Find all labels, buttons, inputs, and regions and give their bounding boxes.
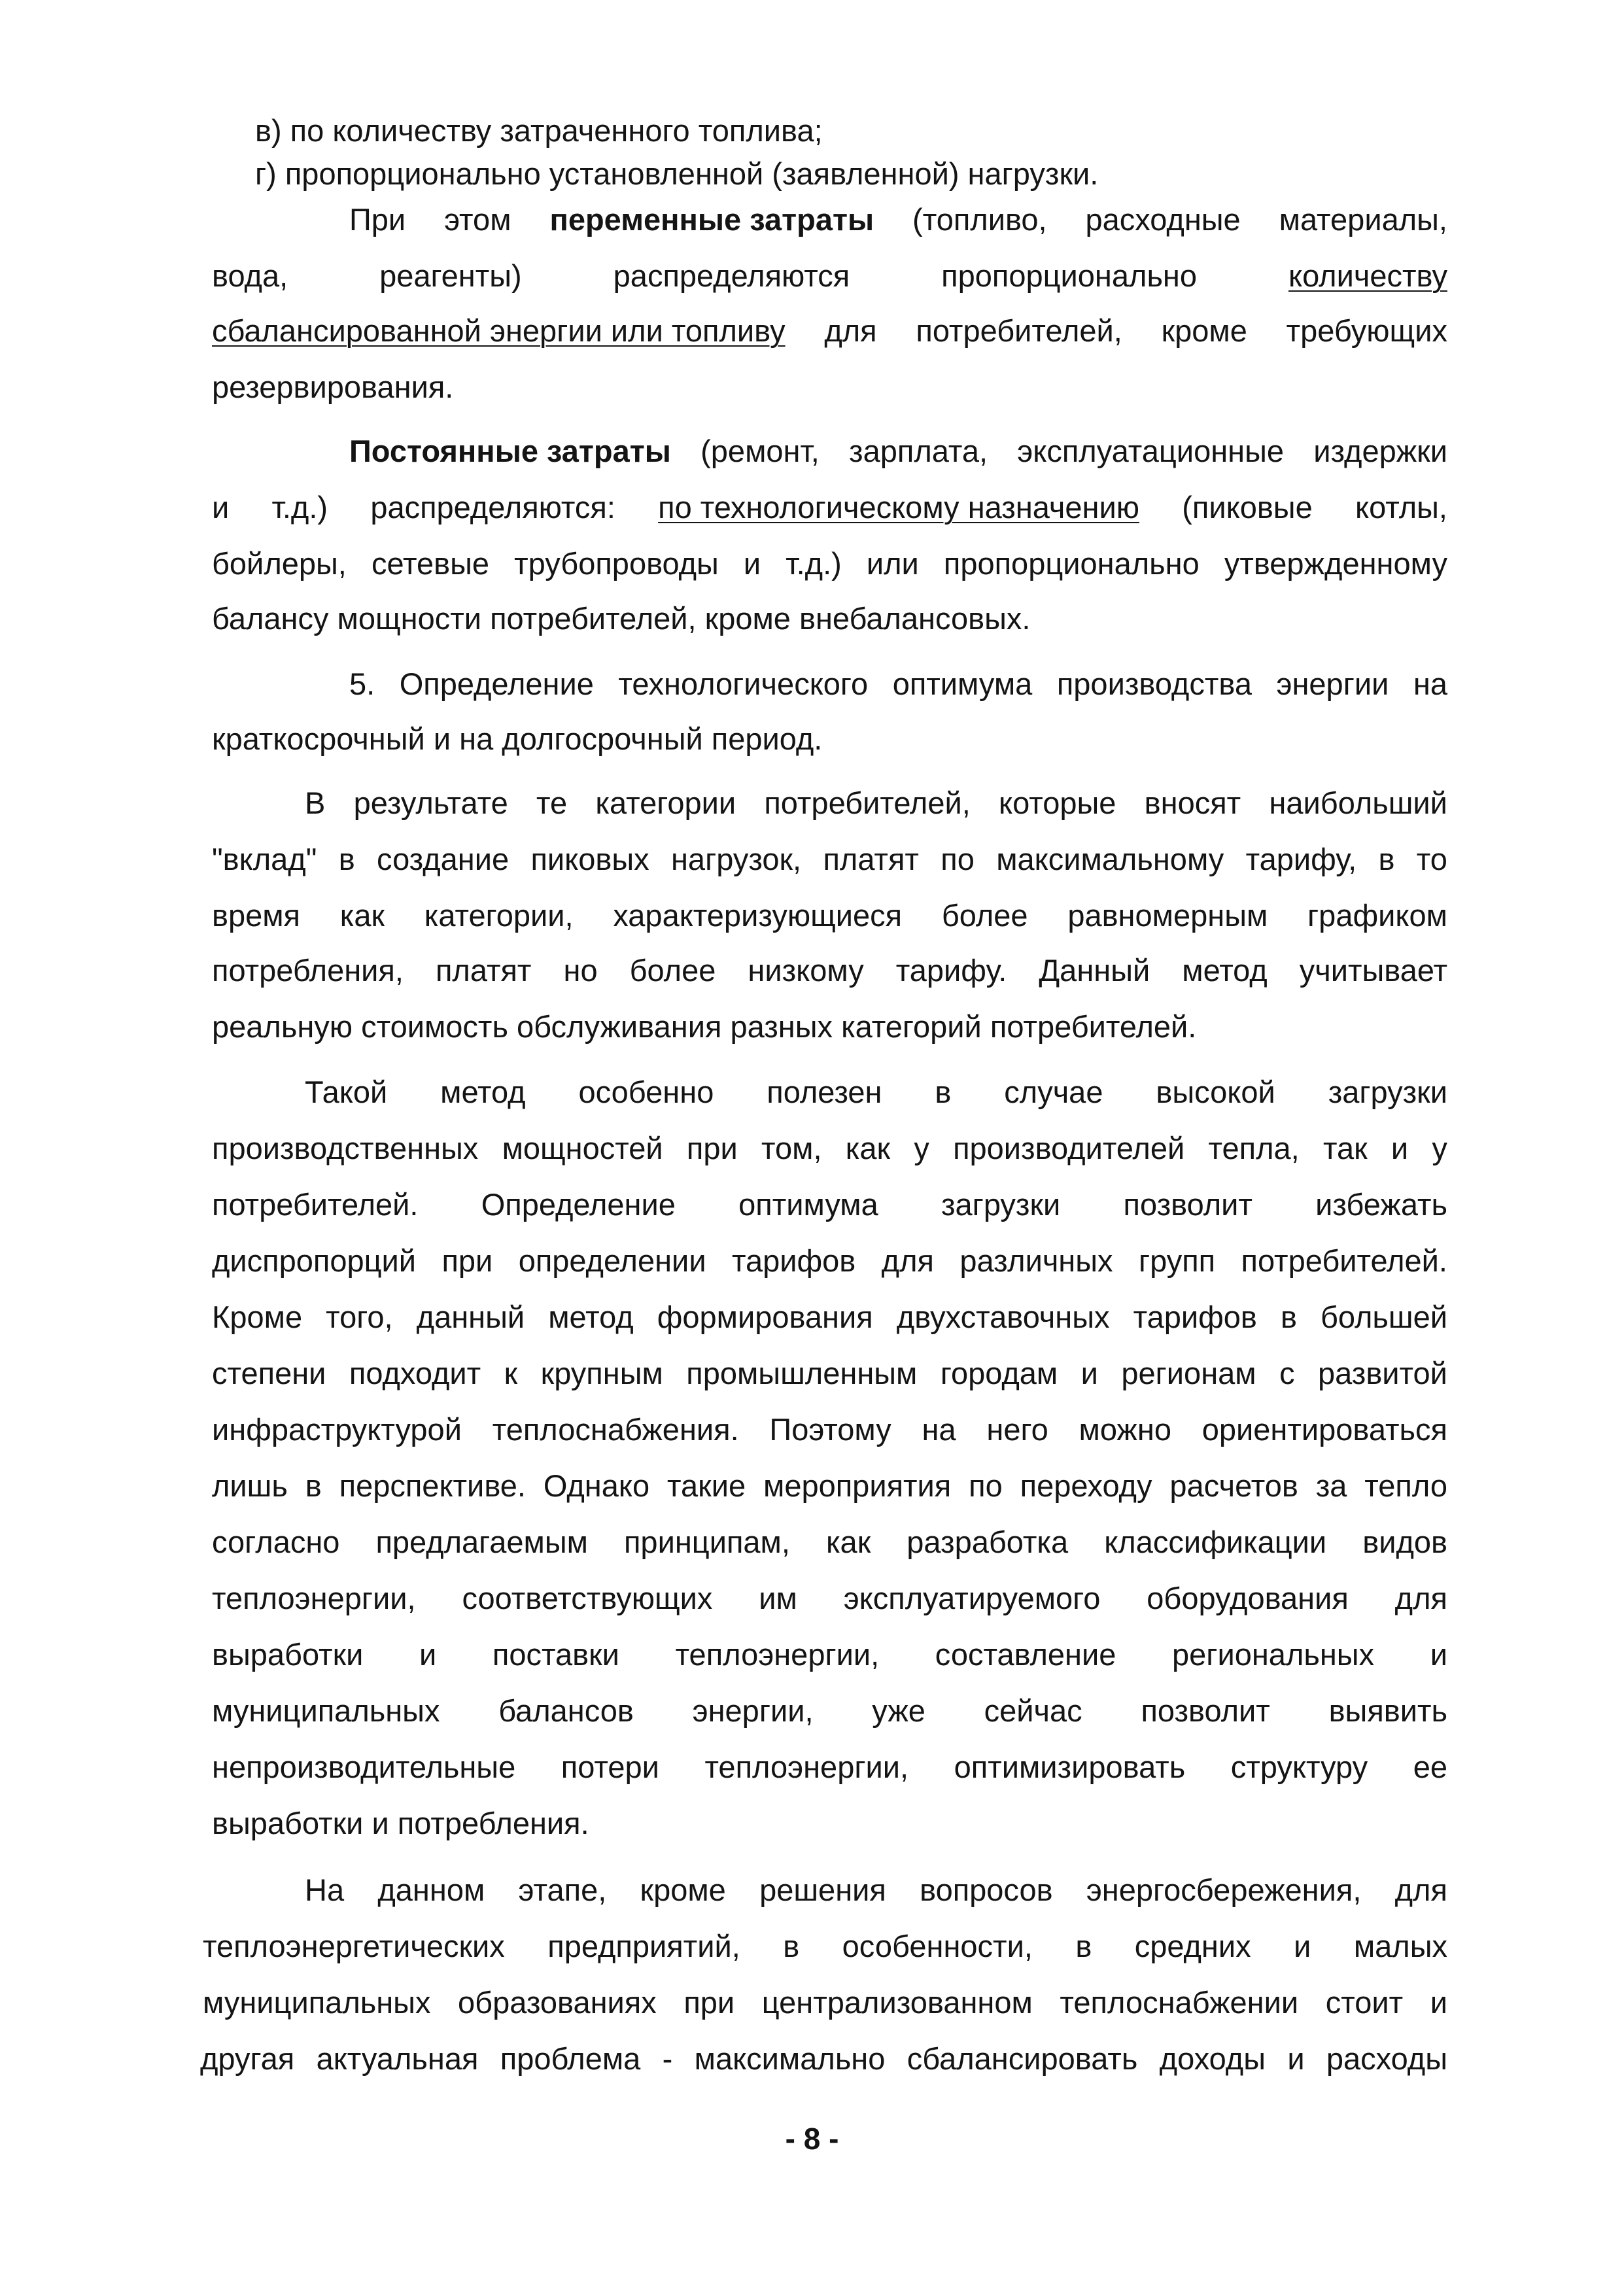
word: эксплуатируемого (843, 1581, 1101, 1615)
word: в (1378, 842, 1395, 876)
word: инфраструктурой (212, 1412, 462, 1447)
word: (топливо, (912, 202, 1047, 237)
word: потребителей. (1241, 1243, 1447, 1278)
word: (ремонт, (700, 434, 820, 468)
word: муниципальных (203, 1985, 431, 2020)
paragraph-4-line-4 (212, 951, 1447, 990)
word: структуру (1230, 1750, 1368, 1784)
word: то (1416, 842, 1447, 876)
paragraph-6-line-1 (305, 1871, 1447, 1910)
word: время (212, 898, 301, 933)
word: по (969, 1468, 1003, 1503)
word: пропорционально (941, 258, 1198, 293)
word: в (338, 842, 355, 876)
word: распределяются: (370, 490, 615, 525)
paragraph-3-line-1 (349, 664, 1447, 704)
word: предприятий, (547, 1929, 740, 1963)
word: балансов (498, 1693, 634, 1728)
word: тарифу, (1245, 842, 1357, 876)
word: издержки (1313, 434, 1447, 468)
word: требующих (1286, 313, 1447, 348)
word: уже (872, 1693, 925, 1728)
word: выработки (212, 1637, 364, 1672)
word: можно (1079, 1412, 1171, 1447)
word: у (914, 1131, 929, 1165)
bold-term-variable-costs: переменные затраты (549, 202, 874, 237)
word: энергии, (692, 1693, 814, 1728)
word: позволит (1141, 1693, 1270, 1728)
paragraph-5-line-8 (212, 1466, 1447, 1506)
word: степени (212, 1356, 326, 1390)
word: сейчас (984, 1693, 1082, 1728)
word: групп (1138, 1243, 1216, 1278)
word: образованиях (458, 1985, 657, 2020)
word: на (1413, 666, 1447, 701)
word: потребления, (212, 953, 404, 988)
word: Данный (1039, 953, 1150, 988)
word: При (349, 202, 406, 237)
word: характеризующиеся (613, 898, 903, 933)
word: в (783, 1929, 800, 1963)
word: низкому (748, 953, 864, 988)
word: потери (561, 1750, 659, 1784)
word: полезен (767, 1075, 882, 1109)
word: тепло (1364, 1468, 1447, 1503)
word: энергосбережения, (1086, 1872, 1362, 1907)
word: как (339, 898, 385, 933)
word: материалы, (1279, 202, 1447, 237)
paragraph-5-line-7 (212, 1410, 1447, 1449)
word: этом (444, 202, 511, 237)
word: для (1394, 1872, 1447, 1907)
word: теплоэнергии, (704, 1750, 909, 1784)
word: доходы (1159, 2041, 1266, 2076)
word: равномерным (1067, 898, 1268, 933)
underlined-text: сбалансированной энергии или топливу (212, 313, 786, 348)
word: наибольший (1269, 785, 1447, 820)
word: т.д.) (786, 546, 842, 581)
word: него (986, 1412, 1048, 1447)
word: загрузки (941, 1187, 1061, 1222)
word: оптимума (738, 1187, 878, 1222)
word: муниципальных (212, 1693, 440, 1728)
paragraph-4-line-2 (212, 840, 1447, 879)
word: для (1394, 1581, 1447, 1615)
word: потребителей. (212, 1187, 419, 1222)
word: Определение (399, 666, 594, 701)
word: и (1430, 1985, 1447, 2020)
word: более (629, 953, 716, 988)
paragraph-4-line-5: реальную стоимость обслуживания разных категорий потребителей. (212, 1009, 1197, 1044)
paragraph-2-line-4: балансу мощности потребителей, кроме внебалансовых. (212, 601, 1031, 636)
word: сбалансировать (907, 2041, 1138, 2076)
word: стоит (1325, 1985, 1404, 2020)
word: и (743, 546, 761, 581)
word: в (935, 1075, 952, 1109)
paragraph-6-line-3 (203, 1983, 1447, 2022)
word: тарифов (731, 1243, 856, 1278)
word: категории (595, 785, 736, 820)
word: производства (1056, 666, 1252, 701)
word: позволит (1123, 1187, 1253, 1222)
word: как (825, 1525, 871, 1559)
paragraph-5-line-3 (212, 1185, 1447, 1224)
word: случае (1004, 1075, 1103, 1109)
word: централизованном (761, 1985, 1033, 2020)
paragraph-5-line-12 (212, 1691, 1447, 1731)
underlined-text: количеству (1288, 258, 1447, 293)
bold-term-fixed-costs: Постоянные затраты (349, 434, 671, 468)
word: распределяются (613, 258, 850, 293)
word: загрузки (1328, 1075, 1447, 1109)
word: производителей (953, 1131, 1185, 1165)
word: платят (435, 953, 532, 988)
word: данном (377, 1872, 485, 1907)
word: но (563, 953, 598, 988)
word: малых (1353, 1929, 1447, 1963)
word: метод (440, 1075, 526, 1109)
word: те (536, 785, 568, 820)
word: оборудования (1147, 1581, 1349, 1615)
word: с (1279, 1356, 1295, 1390)
word: видов (1362, 1525, 1447, 1559)
paragraph-2-line-1 (349, 432, 1447, 471)
word: тепла, (1208, 1131, 1300, 1165)
list-item-g: г) пропорционально установленной (заявленной) нагрузки. (255, 156, 1099, 191)
word: в (1075, 1929, 1092, 1963)
word: за (1315, 1468, 1347, 1503)
word: расходные (1085, 202, 1241, 237)
word: Однако (543, 1468, 650, 1503)
word: вопросов (920, 1872, 1053, 1907)
word: платят (823, 842, 919, 876)
word: оптимума (892, 666, 1033, 701)
word: создание (377, 842, 510, 876)
word: пропорционально (943, 546, 1200, 581)
word: для (881, 1243, 934, 1278)
word: Определение (481, 1187, 676, 1222)
word: максимальному (996, 842, 1224, 876)
list-item-v: в) по количеству затраченного топлива; (255, 113, 823, 148)
word: лишь (212, 1468, 288, 1503)
paragraph-5-line-5 (212, 1298, 1447, 1337)
word: утвержденному (1224, 546, 1447, 581)
word: теплоэнергетических (203, 1929, 505, 1963)
word: и (1287, 2041, 1305, 2076)
word: переходу (1020, 1468, 1152, 1503)
paragraph-5-line-4 (212, 1241, 1447, 1281)
word: 5. (349, 666, 375, 701)
paragraph-3-line-2: краткосрочный и на долгосрочный период. (212, 721, 823, 756)
word: потребителей, (916, 313, 1122, 348)
word: реагенты) (379, 258, 522, 293)
word: составление (935, 1637, 1116, 1672)
word: региональных (1172, 1637, 1375, 1672)
word: и (1080, 1356, 1098, 1390)
paragraph-5-line-14: выработки и потребления. (212, 1806, 589, 1840)
paragraph-1-line-2 (212, 256, 1447, 296)
word: данный (416, 1300, 525, 1334)
underlined-text: по технологическому назначению (658, 490, 1139, 525)
word: Поэтому (769, 1412, 891, 1447)
word: вносят (1144, 785, 1241, 820)
paragraph-5-line-1 (305, 1073, 1447, 1112)
word: теплоснабжения. (492, 1412, 739, 1447)
word: избежать (1315, 1187, 1447, 1222)
word: Такой (305, 1075, 388, 1109)
word: такие (667, 1468, 746, 1503)
word: того, (326, 1300, 393, 1334)
word: бойлеры, (212, 546, 347, 581)
word: принципам, (623, 1525, 790, 1559)
word: высокой (1156, 1075, 1275, 1109)
word: и (1391, 1131, 1409, 1165)
word: трубопроводы (514, 546, 719, 581)
word: в (1280, 1300, 1297, 1334)
word: и (419, 1637, 437, 1672)
paragraph-4-line-1 (305, 784, 1447, 823)
word: энергии (1276, 666, 1389, 701)
word: решения (759, 1872, 886, 1907)
word: городам (940, 1356, 1058, 1390)
paragraph-2-line-2 (212, 488, 1447, 527)
word: пиковых (530, 842, 649, 876)
paragraph-2-line-3 (212, 544, 1447, 583)
paragraph-5-line-13 (212, 1748, 1447, 1787)
word: для (824, 313, 877, 348)
paragraph-1-line-4: резервирования. (212, 370, 454, 404)
word: кроме (640, 1872, 726, 1907)
paragraph-6-line-4 (200, 2039, 1447, 2079)
word: средних (1134, 1929, 1251, 1963)
word: двухставочных (896, 1300, 1110, 1334)
word: большей (1320, 1300, 1447, 1334)
word: непроизводительные (212, 1750, 516, 1784)
word: крупным (540, 1356, 663, 1390)
word: том, (761, 1131, 822, 1165)
paragraph-5-line-2 (212, 1129, 1447, 1168)
word: тарифов (1133, 1300, 1257, 1334)
word: актуальная (316, 2041, 479, 2076)
word: мероприятия (763, 1468, 952, 1503)
word: метод (548, 1300, 634, 1334)
word: особенно (578, 1075, 714, 1109)
word: мощностей (502, 1131, 663, 1165)
paragraph-4-line-3 (212, 896, 1447, 935)
word: и (1430, 1637, 1447, 1672)
word: метод (1182, 953, 1268, 988)
word: проблема (500, 2041, 641, 2076)
word: теплоэнергии, (212, 1581, 416, 1615)
word: зарплата, (849, 434, 988, 468)
word: Кроме (212, 1300, 303, 1334)
word: поставки (492, 1637, 619, 1672)
word: промышленным (686, 1356, 918, 1390)
word: предлагаемым (375, 1525, 588, 1559)
word: оптимизировать (954, 1750, 1186, 1784)
word: перспективе. (339, 1468, 526, 1503)
page-number: - 8 - (785, 2122, 839, 2156)
word: ее (1413, 1750, 1447, 1784)
word: теплоснабжении (1060, 1985, 1299, 2020)
word: учитывает (1299, 953, 1447, 988)
paragraph-1-line-3 (212, 311, 1447, 351)
word: т.д.) (271, 490, 328, 525)
word: определении (518, 1243, 706, 1278)
paragraph-5-line-6 (212, 1354, 1447, 1393)
word: по (941, 842, 975, 876)
word: выявить (1328, 1693, 1447, 1728)
word: ориентироваться (1201, 1412, 1447, 1447)
word: потребителей, (764, 785, 971, 820)
word: при (686, 1131, 738, 1165)
word: эксплуатационные (1017, 434, 1285, 468)
word: более (941, 898, 1028, 933)
word: графиком (1307, 898, 1447, 933)
paragraph-5-line-11 (212, 1635, 1447, 1674)
word: "вклад" (212, 842, 317, 876)
word: максимально (694, 2041, 886, 2076)
word: развитой (1318, 1356, 1447, 1390)
word: так (1322, 1131, 1368, 1165)
word: регионам (1121, 1356, 1256, 1390)
word: и (1294, 1929, 1311, 1963)
word: этапе, (518, 1872, 607, 1907)
word: у (1432, 1131, 1447, 1165)
word: теплоэнергии, (675, 1637, 880, 1672)
word: сетевые (371, 546, 490, 581)
word: при (441, 1243, 493, 1278)
word: разработка (907, 1525, 1069, 1559)
paragraph-5-line-10 (212, 1579, 1447, 1618)
word: результате (353, 785, 508, 820)
word: котлы, (1355, 490, 1447, 525)
word: тарифу. (895, 953, 1007, 988)
word: кроме (1161, 313, 1247, 348)
word: при (683, 1985, 735, 2020)
word: подходит (349, 1356, 481, 1390)
paragraph-5-line-9 (212, 1523, 1447, 1562)
word: категории, (424, 898, 574, 933)
word: На (305, 1872, 345, 1907)
word: другая (200, 2041, 295, 2076)
word: как (845, 1131, 891, 1165)
word: согласно (212, 1525, 340, 1559)
word: различных (959, 1243, 1113, 1278)
word: нагрузок, (670, 842, 802, 876)
word: особенности, (842, 1929, 1033, 1963)
word: - (662, 2041, 673, 2076)
word: или (866, 546, 919, 581)
word: классификации (1104, 1525, 1327, 1559)
word: на (922, 1412, 956, 1447)
word: В (305, 785, 326, 820)
word: которые (999, 785, 1116, 820)
word: и (212, 490, 230, 525)
word: вода, (212, 258, 288, 293)
paragraph-6-line-2 (203, 1927, 1447, 1966)
word: технологического (618, 666, 869, 701)
word: (пиковые (1182, 490, 1313, 525)
word: формирования (657, 1300, 873, 1334)
word: в (305, 1468, 322, 1503)
word: производственных (212, 1131, 479, 1165)
paragraph-1-line-1 (349, 200, 1447, 239)
word: расходы (1326, 2041, 1447, 2076)
word: к (504, 1356, 518, 1390)
word: им (759, 1581, 797, 1615)
word: соответствующих (462, 1581, 713, 1615)
word: диспропорций (212, 1243, 417, 1278)
word: расчетов (1169, 1468, 1298, 1503)
